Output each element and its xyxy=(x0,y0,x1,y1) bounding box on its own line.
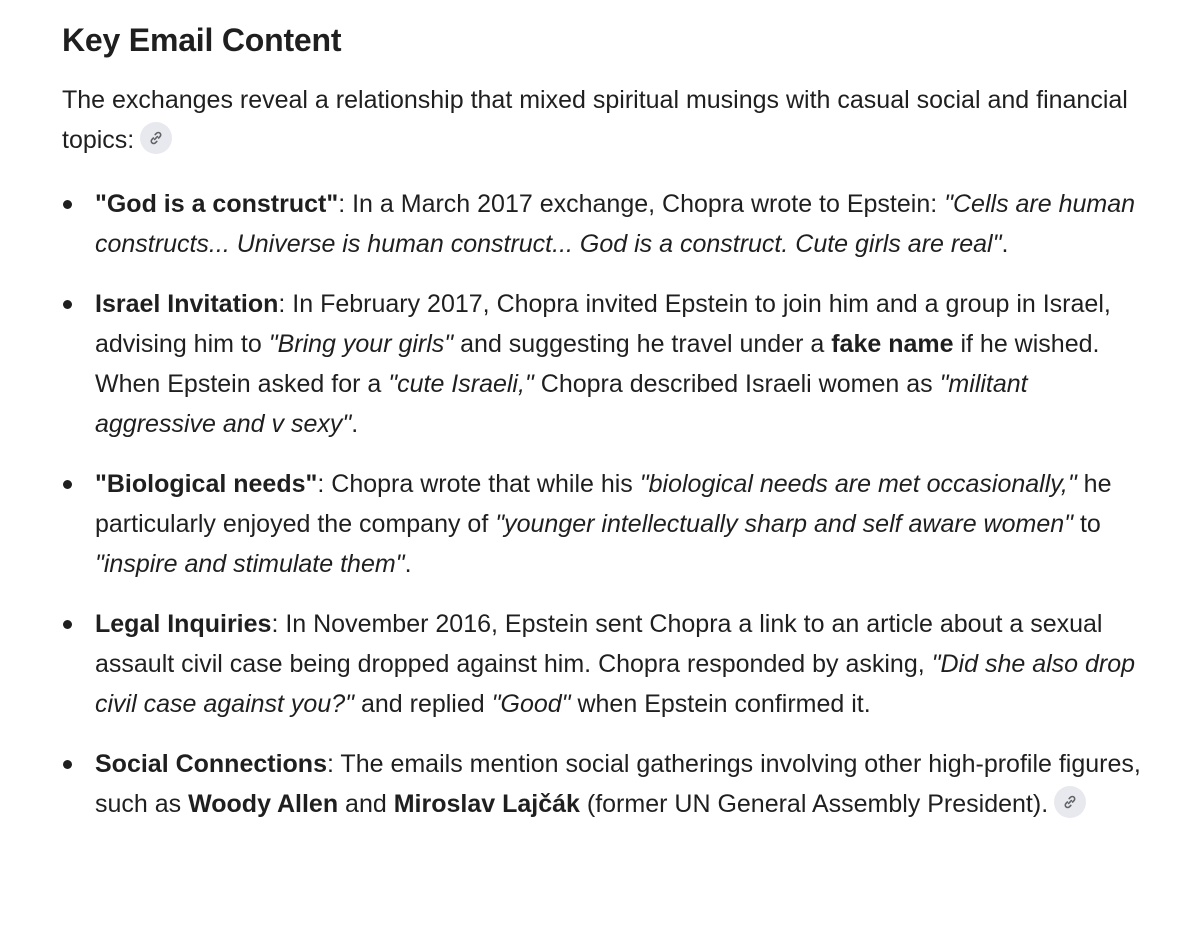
item-text: if he wished. When Epstein asked for a xyxy=(95,330,1100,398)
bullet xyxy=(63,760,72,769)
source-link-button[interactable] xyxy=(140,122,172,154)
item-text: (former UN General Assembly President). xyxy=(579,790,1049,818)
email-content-list xyxy=(62,184,1170,824)
source-link-button[interactable] xyxy=(1054,786,1086,818)
link-icon xyxy=(1062,794,1078,810)
list-item-biological-needs xyxy=(62,464,1155,584)
item-text: : In November 2016, Epstein sent Chopra a link to an article about a sexual assault civil case being dropped against him. Chopra responded by asking, xyxy=(95,610,1103,678)
item-quote: "Cells are human constructs... Universe is human construct... God is a construct. Cute girls are real" xyxy=(95,190,1136,258)
item-quote: "Did she also drop civil case against you?" xyxy=(95,650,1136,718)
item-quote: "cute Israeli," xyxy=(388,370,534,398)
item-quote: "younger intellectually sharp and self aware women" xyxy=(495,510,1074,538)
item-text: and xyxy=(338,790,394,818)
item-title: "God is a construct" xyxy=(95,190,339,218)
list-item-social-connections xyxy=(62,744,1155,824)
item-quote: "inspire and stimulate them" xyxy=(95,550,405,578)
item-quote: "biological needs are met occasionally," xyxy=(639,470,1077,498)
bullet xyxy=(63,200,72,209)
item-quote: "Bring your girls" xyxy=(268,330,454,358)
bullet xyxy=(63,620,72,629)
item-text: and suggesting he travel under a xyxy=(453,330,832,358)
item-text: he particularly enjoyed the company of xyxy=(95,470,1112,538)
item-text: to xyxy=(1073,510,1101,538)
intro-text: The exchanges reveal a relationship that mixed spiritual musings with casual social and financial topics: xyxy=(62,86,1128,154)
item-emphasis: fake name xyxy=(831,330,954,358)
link-icon xyxy=(148,130,164,146)
item-emphasis: Miroslav Lajčák xyxy=(393,790,580,818)
item-quote: "militant aggressive and v sexy" xyxy=(95,370,1028,438)
item-text: : The emails mention social gatherings involving other high-profile figures, such as xyxy=(95,750,1141,818)
item-title: Social Connections xyxy=(95,750,327,778)
list-item-god-construct xyxy=(62,184,1155,264)
intro-paragraph xyxy=(62,80,1142,160)
item-text: . xyxy=(1001,230,1009,258)
item-text: : In a March 2017 exchange, Chopra wrote to Epstein: xyxy=(338,190,945,218)
item-title: Legal Inquiries xyxy=(95,610,272,638)
section-heading: Key Email Content xyxy=(62,22,342,58)
bullet xyxy=(63,480,72,489)
item-text: . xyxy=(404,550,412,578)
item-text: when Epstein confirmed it. xyxy=(570,690,871,718)
list-item-israel-invitation xyxy=(62,284,1155,444)
item-title: Israel Invitation xyxy=(95,290,279,318)
item-text: and replied xyxy=(354,690,492,718)
item-text: Chopra described Israeli women as xyxy=(533,370,940,398)
item-quote: "Good" xyxy=(491,690,571,718)
item-emphasis: Woody Allen xyxy=(188,790,339,818)
item-title: "Biological needs" xyxy=(95,470,318,498)
item-text: : Chopra wrote that while his xyxy=(317,470,640,498)
item-text: : In February 2017, Chopra invited Epstein to join him and a group in Israel, advising him to xyxy=(95,290,1111,358)
list-item-legal-inquiries xyxy=(62,604,1155,724)
item-text: . xyxy=(351,410,359,438)
bullet xyxy=(63,300,72,309)
